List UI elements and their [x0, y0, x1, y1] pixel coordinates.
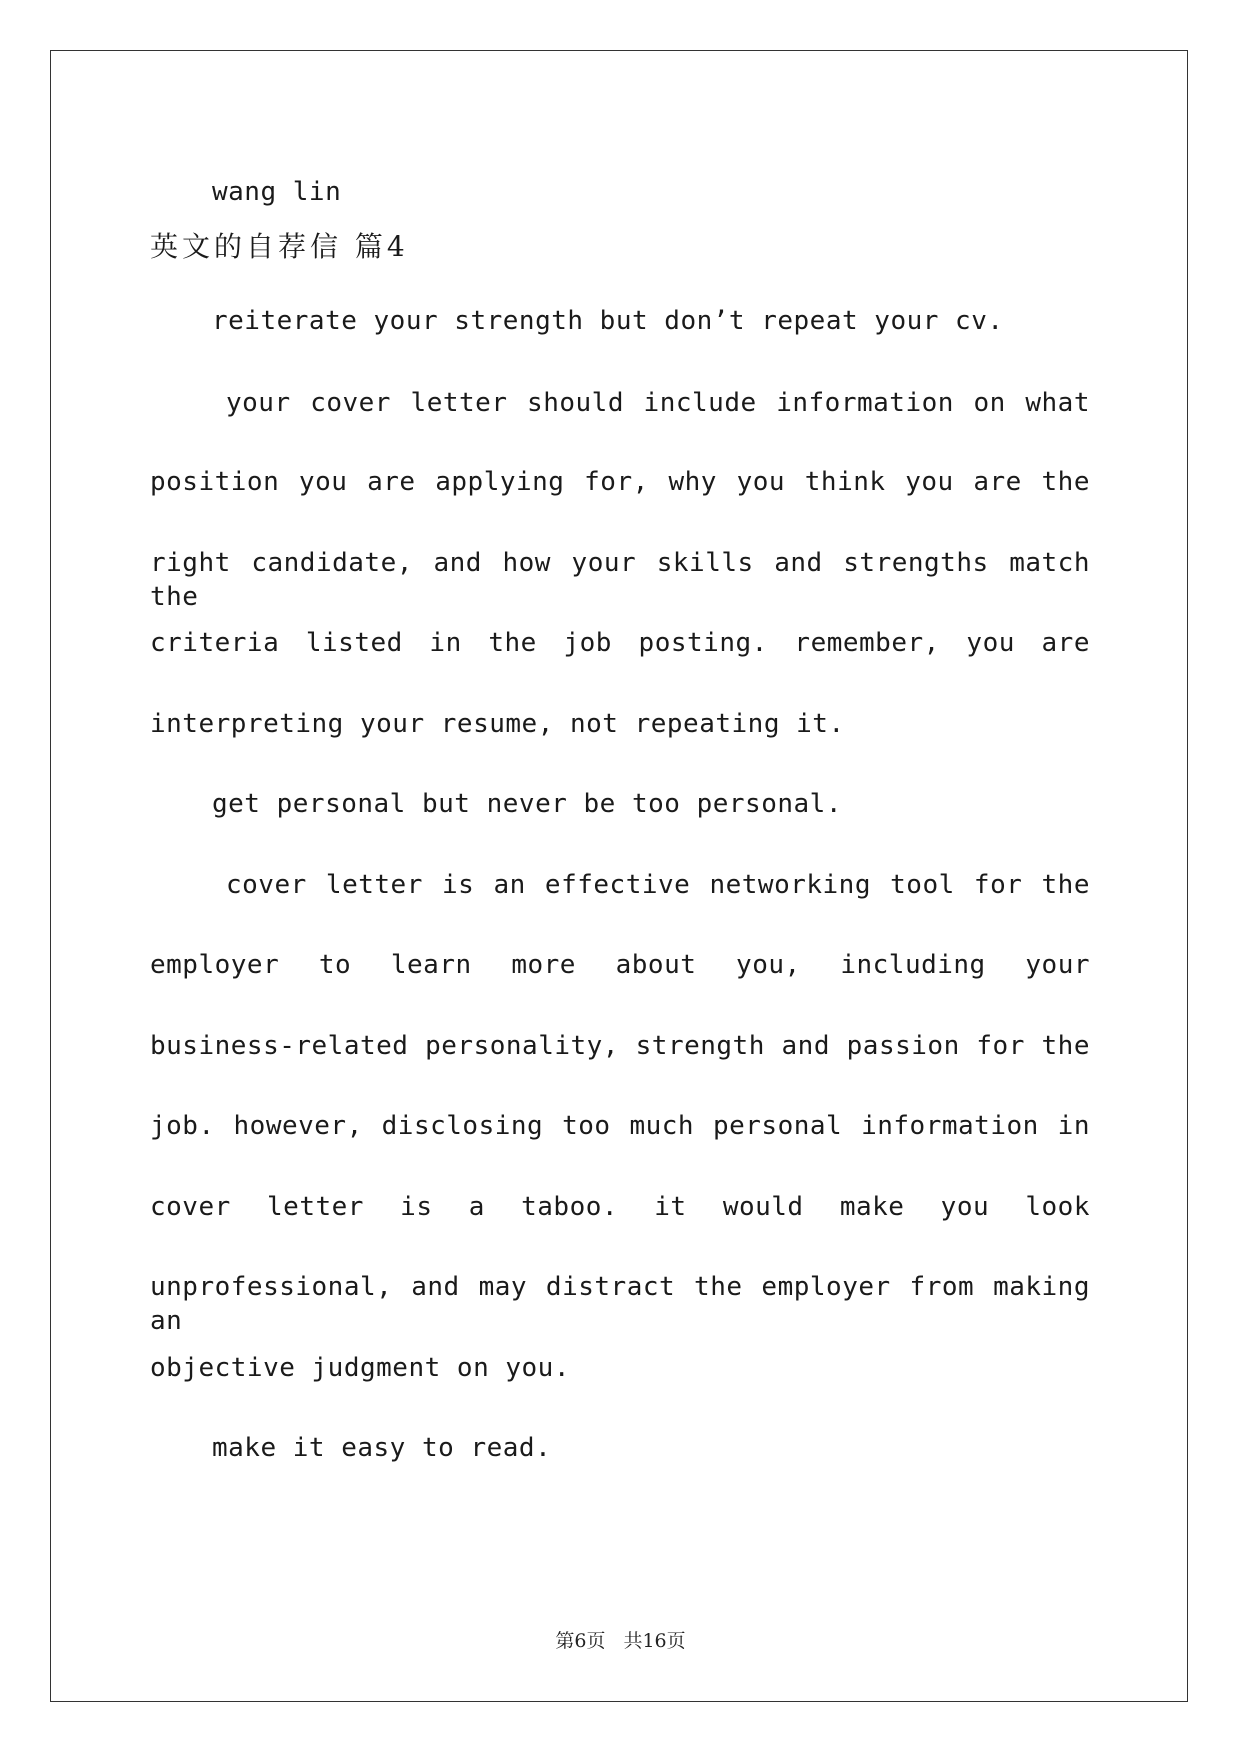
paragraph-line: right candidate, and how your skills and strengths match the: [150, 548, 1090, 612]
paragraph-line: cover letter is a taboo. it would make you look: [150, 1192, 1090, 1222]
paragraph-line: cover letter is an effective networking tool for the: [226, 870, 1090, 900]
page-number-current: 第6页: [555, 1630, 606, 1652]
page-footer: [0, 1626, 1241, 1653]
paragraph-line: criteria listed in the job posting. remember, you are: [150, 628, 1090, 658]
page-number-total: 共16页: [623, 1630, 686, 1652]
paragraph-line: objective judgment on you.: [150, 1353, 570, 1383]
paragraph-line: job. however, disclosing too much personal information in: [150, 1111, 1090, 1141]
paragraph-line: get personal but never be too personal.: [212, 789, 842, 819]
paragraph-line: employer to learn more about you, including your: [150, 950, 1090, 980]
paragraph-line: interpreting your resume, not repeating it.: [150, 709, 845, 739]
paragraph-line: reiterate your strength but don’t repeat your cv.: [212, 306, 1004, 336]
paragraph-line: make it easy to read.: [212, 1433, 552, 1463]
paragraph-line: your cover letter should include information on what: [226, 388, 1090, 418]
signature-name: wang lin: [212, 177, 342, 207]
paragraph-line: business-related personality, strength and passion for the: [150, 1031, 1090, 1061]
paragraph-line: unprofessional, and may distract the employer from making an: [150, 1272, 1090, 1336]
section-heading: 英文的自荐信 篇4: [150, 230, 409, 263]
paragraph-line: position you are applying for, why you think you are the: [150, 467, 1090, 497]
